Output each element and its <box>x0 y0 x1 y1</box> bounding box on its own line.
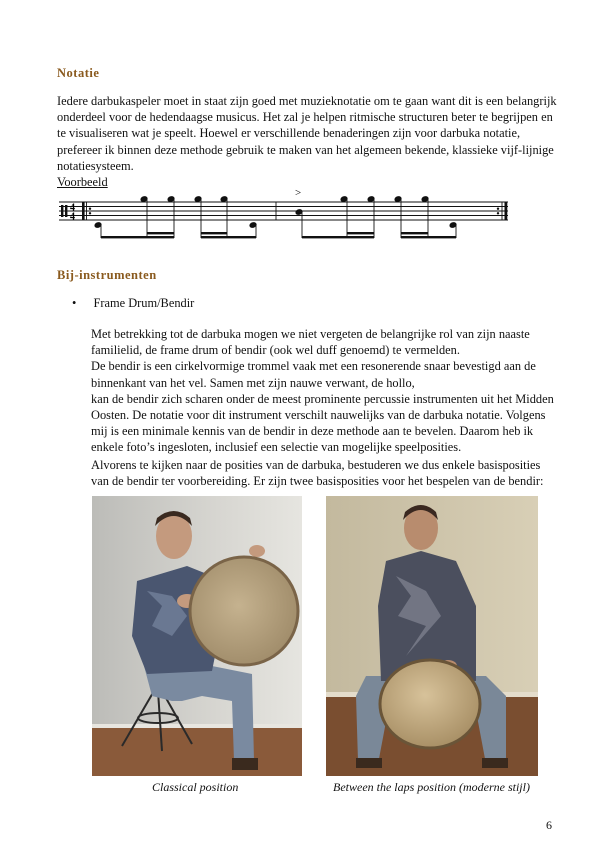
notatie-paragraph <box>57 93 557 190</box>
notatie-line: Iedere darbukaspeler moet in staat zijn goed met muzieknotatie om te gaan want dit is een belangrijk <box>57 94 557 108</box>
time-signature-bottom: 4 <box>70 211 75 223</box>
accent-mark: > <box>295 187 302 199</box>
notatie-line: notatiesysteem. <box>57 158 134 173</box>
bendir-line: mij is een minimale kennis van de bendir in deze methode aan te bevelen. Daarom heb ik <box>91 424 534 439</box>
notatie-line: te visualiseren wat je speelt. Hoewel er verschillende benaderingen zijn voor darbuka notatie, <box>57 126 521 141</box>
bendir-line: kan de bendir zich scharen onder de meest prominente percussie instrumenten uit het Midden <box>91 391 554 406</box>
music-staff-example <box>55 184 515 250</box>
bendir-line: binnenkant van het vel. Samen met zijn nauwe verwant, de hollo, <box>91 375 415 390</box>
notatie-heading: Notatie <box>57 66 100 80</box>
time-signature-top: 4 <box>70 202 75 214</box>
bendir-line: Met betrekking tot de darbuka mogen we niet vergeten de belangrijke rol van zijn naaste <box>91 327 530 341</box>
bij-instrumenten-heading: Bij-instrumenten <box>57 268 157 282</box>
caption-between-laps: Between the laps position (moderne stijl) <box>333 780 530 794</box>
caption-classical: Classical position <box>152 780 239 794</box>
staff-lines <box>59 202 508 220</box>
notatie-line: prefereer ik binnen deze methode gebruik te maken van het algemeen bekende, klassieke vijf-lijnige <box>57 142 554 157</box>
basisposities-paragraph <box>91 457 543 489</box>
bullet-item <box>72 296 194 311</box>
bendir-line: De bendir is een cirkelvormige trommel vaak met een resonerende snaar bevestigd aan de <box>91 359 536 374</box>
repeat-end-icon <box>497 208 499 210</box>
percussion-clef-icon <box>61 205 63 217</box>
bendir-line: enkele foto’s ingesloten, inclusief een selectie van mogelijke speelposities. <box>91 440 462 455</box>
bendir-line: familielid, de frame drum of bendir (ook wel duff genoemd) te vermelden. <box>91 343 460 358</box>
basis-line: van de bendir ter voorbereiding. Er zijn twee basisposities voor het bespelen van de bendir: <box>91 474 544 489</box>
bullet-icon: • <box>72 296 77 310</box>
basis-line: Alvorens te kijken naar de posities van de darbuka, bestuderen we dus enkele basisposities <box>91 458 541 472</box>
example-label: Voorbeeld <box>57 175 108 190</box>
bendir-paragraph <box>91 326 554 456</box>
repeat-start-icon <box>82 202 85 220</box>
notatie-line: onderdeel voor de hedendaagse musicus. Het zal je helpen ritmische structuren beter te begrijpen en <box>57 110 553 125</box>
photo-between-laps-position <box>326 496 538 776</box>
bullet-text: Frame Drum/Bendir <box>93 296 195 310</box>
bendir-line: Oosten. De notatie voor dit instrument verschilt nauwelijks van de darbuka notatie. Volgens <box>91 408 546 423</box>
photo-classical-position <box>92 496 302 776</box>
page-number: 6 <box>546 818 552 832</box>
